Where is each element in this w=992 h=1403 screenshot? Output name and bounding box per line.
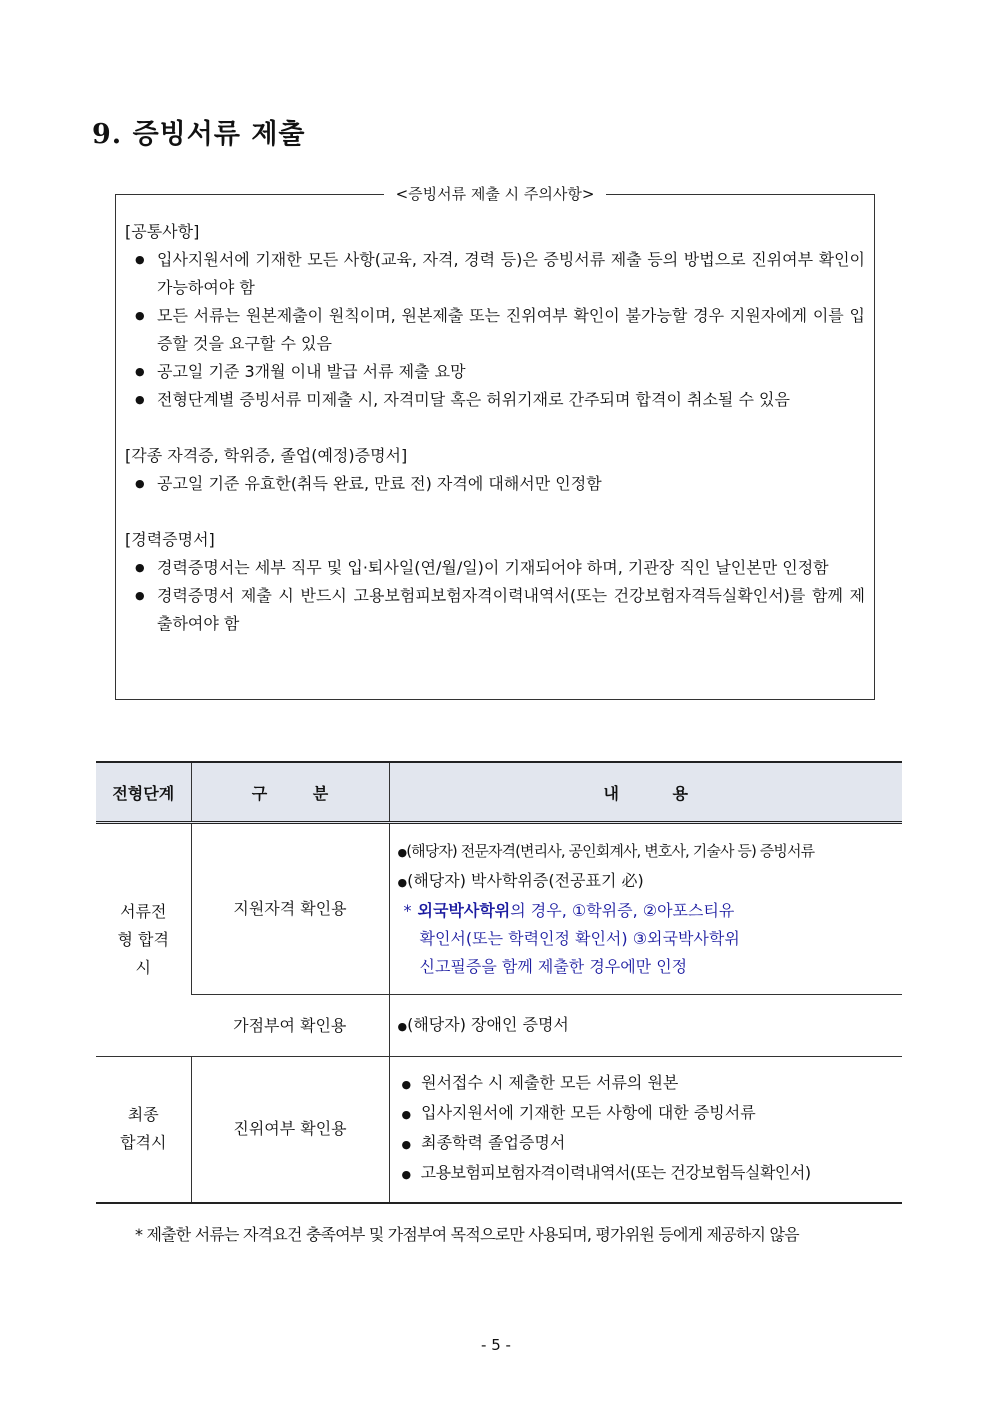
section-heading-certificates: [각종 자격증, 학위증, 졸업(예정)증명서] [125, 446, 408, 465]
category-authenticity: 진위여부 확인용 [191, 1057, 389, 1203]
list-item: ● 공고일 기준 3개월 이내 발급 서류 제출 요망 [125, 358, 865, 386]
bullet-icon: ● [401, 1108, 412, 1122]
notice-body [125, 218, 865, 638]
list-item: ● 입사지원서에 기재한 모든 사항(교육, 자격, 경력 등)은 증빙서류 제출 등의 방법으로 진위여부 확인이 가능하여야 함 [125, 246, 865, 302]
bullet-icon: ● [135, 589, 145, 602]
bullet-icon: ● [135, 365, 145, 378]
table-row: ● 원서접수 시 제출한 모든 서류의 원본 ● 입사지원서에 기재한 모든 사항에 대한 증빙서류 ● 최종학력 졸업증명서 ● 고용보험피보험자격이력내역서(또는 건강보험득실확인서) [389, 1057, 902, 1203]
page-title: 9. 증빙서류 제출 [92, 119, 306, 150]
bullet-icon: ● [397, 876, 408, 889]
bullet-icon: ● [135, 253, 145, 266]
stage-final-pass: 최종 합격시 [96, 1057, 191, 1203]
bullet-icon: ● [135, 309, 145, 322]
bullet-icon: ● [135, 477, 145, 490]
category-bonus: 가점부여 확인용 [191, 995, 389, 1057]
list-item: ● 모든 서류는 원본제출이 원칙이며, 원본제출 또는 진위여부 확인이 불가능할 경우 지원자에게 이를 입증할 것을 요구할 수 있음 [125, 302, 865, 358]
bullet-icon: ● [401, 1168, 411, 1182]
list-item: ● 공고일 기준 유효한(취득 완료, 만료 전) 자격에 대해서만 인정함 [125, 470, 865, 498]
bullet-icon: ● [135, 393, 145, 406]
bullet-icon: ● [401, 1078, 412, 1092]
header-stage: 전형단계 [96, 762, 191, 823]
notice-box [115, 185, 875, 700]
section-heading-common: [공통사항] [125, 222, 200, 241]
category-eligibility: 지원자격 확인용 [191, 823, 389, 995]
table-row: ●(해당자) 장애인 증명서 [389, 995, 902, 1057]
notice-caption: <증빙서류 제출 시 주의사항> [384, 185, 607, 203]
bullet-icon: ● [397, 1019, 408, 1033]
header-category: 구 분 [191, 762, 389, 823]
page-number: - 5 - [481, 1336, 511, 1354]
list-item: ● 전형단계별 증빙서류 미제출 시, 자격미달 혹은 허위기재로 간주되며 합격이 취소될 수 있음 [125, 386, 865, 414]
bullet-icon: ● [397, 846, 407, 859]
list-item: ● 경력증명서 제출 시 반드시 고용보험피보험자격이력내역서(또는 건강보험자격득실확인서)를 함께 제출하여야 함 [125, 582, 865, 638]
foreign-degree-note: * 외국박사학위의 경우, ①학위증, ②아포스티유 확인서(또는 학력인정 확인서) ③외국박사학위 신고필증을 함께 제출한 경우에만 인정 [403, 901, 740, 976]
table-row: ●(해당자) 전문자격(변리사, 공인회계사, 변호사, 기술사 등) 증빙서류 ●(해당자) 박사학위증(전공표기 必) * 외국박사학위의 경우, ①학위증, ②아포스티유 확인서(또는 학력인정 확인서) ③외국박사학위 신고필증을 함께 제출한 경우에만 인정 [389, 823, 902, 995]
bullet-icon: ● [401, 1138, 412, 1152]
stage-document-pass: 서류전형 합격시 [96, 823, 191, 1057]
list-item: ● 경력증명서는 세부 직무 및 입·퇴사일(연/월/일)이 기재되어야 하며, 기관장 직인 날인본만 인정함 [125, 554, 865, 582]
footnote: * 제출한 서류는 자격요건 충족여부 및 가점부여 목적으로만 사용되며, 평가위원 등에게 제공하지 않음 [135, 1225, 799, 1244]
header-content: 내 용 [389, 762, 902, 823]
bullet-icon: ● [135, 561, 145, 574]
section-heading-career: [경력증명서] [125, 530, 215, 549]
documents-table [96, 761, 902, 1204]
